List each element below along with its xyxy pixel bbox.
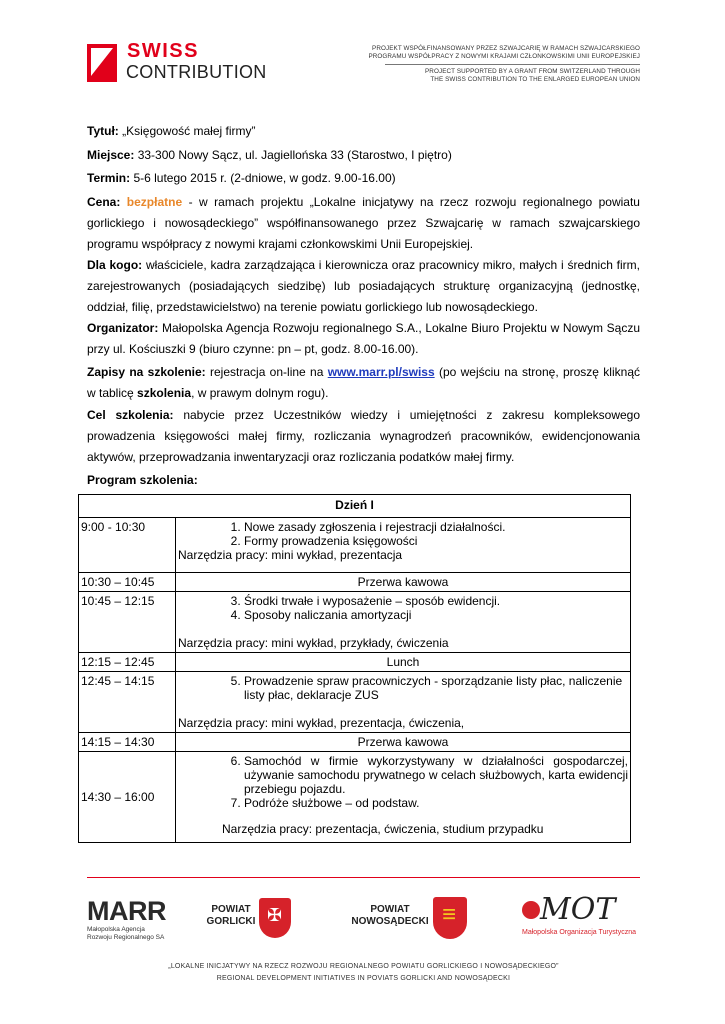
goal-paragraph: [87, 405, 640, 468]
table-row: [79, 518, 631, 573]
organizer-label: Organizator:: [87, 321, 159, 335]
time-cell: 14:30 – 16:00: [79, 752, 176, 843]
marr-subtitle-2: Rozwoju Regionalnego SA: [87, 934, 165, 941]
term-label: Termin:: [87, 171, 131, 185]
powiat-gorlicki-label: [204, 904, 258, 928]
gorlice-coat-of-arms-icon: [259, 898, 291, 938]
list-item: 7. Podróże służbowe – od podstaw.: [244, 796, 628, 810]
title-label: Tytuł:: [87, 124, 119, 138]
title-value: „Księgowość małej firmy”: [118, 124, 256, 138]
logo-contribution-text: CONTRIBUTION: [126, 62, 267, 82]
break-cell: Przerwa kawowa: [176, 733, 631, 752]
organizer-value: Małopolska Agencja Rozwoju regionalnego S.A., Lokalne Biuro Projektu w Nowym Sączu przy ul. Kościuszki 9 (biuro czynne: pn – pt, godz. 8.00-16.00).: [87, 321, 640, 356]
title-line: [87, 121, 640, 142]
list-item: 1. Nowe zasady zgłoszenia i rejestracji działalności.: [244, 520, 628, 534]
term-line: [87, 168, 640, 189]
program-heading: [87, 470, 640, 491]
mot-dot-icon: [522, 901, 540, 919]
powiat-nowosadecki-label: [350, 904, 430, 928]
topic-list: [222, 674, 628, 702]
price-value: - w ramach projektu „Lokalne inicjatywy na rzecz rozwoju regionalnego powiatu gorlickiego i nowosądeckiego” współfinansowanego przez Szwajcarię w ramach szwajcarskiego programu współpracy z nowymi krajami członkowskimi Unii Europejskiej.: [87, 195, 640, 251]
list-item: 6. Samochód w firmie wykorzystywany w działalności gospodarczej, używanie samochodu prywatnego w celach służbowych, karta ewidencji przebiegu pojazdu.: [244, 754, 628, 796]
tools-text: Narzędzia pracy: prezentacja, ćwiczenia, studium przypadku: [222, 822, 544, 836]
table-row: [79, 672, 631, 733]
table-row: [79, 495, 631, 518]
header-divider: [385, 64, 640, 65]
list-item: 5. Prowadzenie spraw pracowniczych - sporządzanie listy płac, naliczenie listy płac, deklaracje ZUS: [244, 674, 628, 702]
list-item: 4. Sposoby naliczania amortyzacji: [244, 608, 628, 622]
content-cell: [176, 672, 631, 733]
mot-subtitle: Małopolska Organizacja Turystyczna: [522, 929, 636, 936]
time-cell: 9:00 - 10:30: [79, 518, 176, 573]
footer-project-pl: „LOKALNE INICJATYWY NA RZECZ ROZWOJU REGIONALNEGO POWIATU GORLICKIEGO I NOWOSĄDECKIEGO”: [168, 963, 559, 970]
topic-list: [222, 754, 628, 810]
logo-swiss-text: SWISS: [127, 40, 199, 62]
time-cell: 12:45 – 14:15: [79, 672, 176, 733]
audience-value: właściciele, kadra zarządzająca i kierownicza oraz pracownicy mikro, małych i średnich firm, zarejestrowanych (posiadających siedzibę) lub posiadających strukturę organizacyjną (jednostkę, oddział, filię, przedstawicielstwo) na terenie powiatu gorlickiego lub nowosądeckiego.: [87, 258, 641, 314]
header-en-line-1: PROJECT SUPPORTED BY A GRANT FROM SWITZERLAND THROUGH: [425, 68, 640, 75]
registration-link[interactable]: www.marr.pl/swiss: [327, 365, 435, 379]
registration-text-1: rejestracja on-line na: [205, 365, 328, 379]
swiss-cross-logo-icon: [87, 44, 117, 82]
marr-subtitle-1: Małopolska Agencja: [87, 926, 145, 933]
header-pl-line-1: PROJEKT WSPÓŁFINANSOWANY PRZEZ SZWAJCARIĘ W RAMACH SZWAJCARSKIEGO: [372, 45, 640, 52]
audience-label: Dla kogo:: [87, 258, 143, 272]
price-paragraph: [87, 192, 640, 255]
content-cell: [176, 592, 631, 653]
footer-divider: [87, 877, 640, 878]
audience-paragraph: [87, 255, 640, 318]
list-item: 2. Formy prowadzenia księgowości: [244, 534, 628, 548]
header-pl-line-2: PROGRAMU WSPÓŁPRACY Z NOWYMI KRAJAMI CZŁONKOWSKIMI UNII EUROPEJSKIEJ: [368, 53, 640, 60]
time-cell: 10:45 – 12:15: [79, 592, 176, 653]
table-row: [79, 573, 631, 592]
program-label: Program szkolenia:: [87, 473, 198, 487]
table-row: [79, 733, 631, 752]
registration-bold: szkolenia: [137, 386, 192, 400]
footer-project-en: REGIONAL DEVELOPMENT INITIATIVES IN POVIATS GORLICKI AND NOWOSĄDECKI: [216, 975, 511, 982]
topic-list: [222, 520, 628, 548]
content-cell: [176, 518, 631, 573]
goal-label: Cel szkolenia:: [87, 408, 174, 422]
place-value: 33-300 Nowy Sącz, ul. Jagiellońska 33 (Starostwo, I piętro): [134, 148, 452, 162]
break-cell: Przerwa kawowa: [176, 573, 631, 592]
nowosadecki-coat-of-arms-icon: [433, 897, 467, 939]
list-item: 3. Środki trwałe i wyposażenie – sposób ewidencji.: [244, 594, 628, 608]
time-cell: 10:30 – 10:45: [79, 573, 176, 592]
time-cell: 14:15 – 14:30: [79, 733, 176, 752]
table-row: [79, 752, 631, 843]
powiat-gorlicki-line-1: POWIAT: [211, 904, 251, 915]
table-row: [79, 592, 631, 653]
marr-logo: MARR: [87, 896, 166, 926]
powiat-nowosadecki-line-1: POWIAT: [370, 904, 410, 915]
time-cell: 12:15 – 12:45: [79, 653, 176, 672]
tools-text: Narzędzia pracy: mini wykład, prezentacja: [178, 548, 403, 562]
powiat-gorlicki-line-2: GORLICKI: [206, 916, 256, 927]
goal-value: nabycie przez Uczestników wiedzy i umiejętności z zakresu kompleksowego prowadzenia księgowości małej firmy, rozliczania wynagrodzeń pracowników, ewidencjonowania aktywów, przeprowadzania inwentaryzacji oraz rozliczania podatków małej firmy.: [87, 408, 641, 464]
registration-text-2: (po wejściu na stronę, proszę kliknąć w tablicę: [87, 365, 640, 400]
schedule-table: [78, 494, 631, 843]
place-line: [87, 145, 640, 166]
term-value: 5-6 lutego 2015 r. (2-dniowe, w godz. 9.00-16.00): [130, 171, 396, 185]
powiat-nowosadecki-line-2: NOWOSĄDECKI: [351, 916, 429, 927]
topic-list: [222, 594, 628, 622]
price-label: Cena:: [87, 195, 121, 209]
registration-paragraph: [87, 362, 640, 404]
day-header: Dzień I: [79, 495, 631, 518]
place-label: Miejsce:: [87, 148, 135, 162]
organizer-paragraph: [87, 318, 640, 360]
content-cell: [176, 752, 631, 843]
registration-label: Zapisy na szkolenie:: [87, 365, 206, 379]
table-row: [79, 653, 631, 672]
price-free: bezpłatne: [126, 195, 183, 209]
header-en-line-2: THE SWISS CONTRIBUTION TO THE ENLARGED EUROPEAN UNION: [430, 76, 640, 83]
tools-text: Narzędzia pracy: mini wykład, przykłady, ćwiczenia: [178, 636, 449, 650]
break-cell: Lunch: [176, 653, 631, 672]
registration-text-3: , w prawym dolnym rogu).: [191, 386, 329, 400]
mot-logo: MOT: [540, 892, 616, 927]
tools-text: Narzędzia pracy: mini wykład, prezentacja, ćwiczenia,: [178, 716, 465, 730]
